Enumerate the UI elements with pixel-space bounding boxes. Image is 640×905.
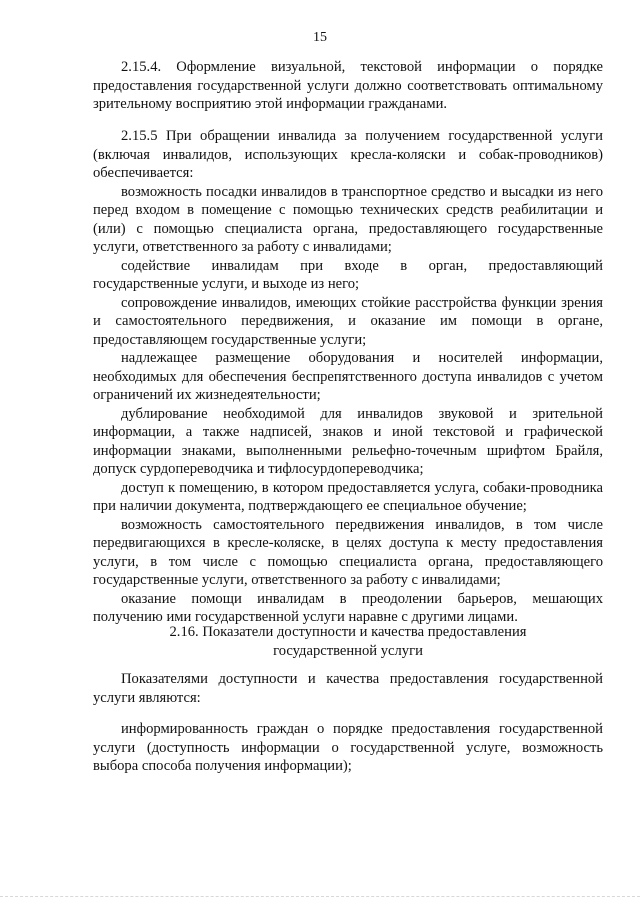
section-2-16-item-block xyxy=(93,720,603,776)
page-number: 15 xyxy=(313,30,327,45)
paragraph-2-15-4-block xyxy=(93,58,603,114)
section-heading-line2: государственной услуги xyxy=(273,642,423,659)
list-item: сопровождение инвалидов, имеющих стойкие расстройства функции зрения и самостоятельного передвижения, и оказание им помощи в органе, предоставляющем государственные услуги; xyxy=(93,294,603,348)
section-2-16-intro: Показателями доступности и качества предоставления государственной услуги являются: xyxy=(93,671,603,706)
section-2-16-intro-block xyxy=(93,670,603,707)
list-item: возможность самостоятельного передвижения инвалидов, в том числе передвигающихся в кресле-коляске, в целях доступа к месту предоставления услуги, в том числе с помощью специалиста органа, предоставляющего государственные услуги, ответственного за работу с инвалидами; xyxy=(93,516,603,588)
list-item: содействие инвалидам при входе в орган, предоставляющий государственные услуги, и выходе из него; xyxy=(93,257,603,292)
list-item: надлежащее размещение оборудования и носителей информации, необходимых для обеспечения беспрепятственного доступа инвалидов с учетом ограничений их жизнедеятельности; xyxy=(93,350,603,403)
paragraph-2-15-4: 2.15.4. Оформление визуальной, текстовой информации о порядке предоставления государственной услуги должно соответствовать оптимальному зрительному восприятию этой информации гражданами. xyxy=(93,59,603,112)
paragraph-2-15-5-intro: 2.15.5 При обращении инвалида за получением государственной услуги (включая инвалидов, использующих кресла-коляски и собак-проводников) обеспечивается: xyxy=(93,128,603,181)
list-item: возможность посадки инвалидов в транспортное средство и высадки из него перед входом в помещение с помощью технических средств реабилитации и (или) с помощью специалиста органа, предоставляющего государственные услуги, ответственного за работу с инвалидами; xyxy=(93,183,603,255)
list-item: дублирование необходимой для инвалидов звуковой и зрительной информации, а также надписей, знаков и иной текстовой и графической информации знаками, выполненными рельефно-точечным шрифтом Брайля, допуск сурдопереводчика и тифлосурдопереводчика; xyxy=(93,405,603,477)
section-heading-line1: 2.16. Показатели доступности и качества предоставления xyxy=(169,624,527,640)
paragraph-2-15-5-block xyxy=(93,127,603,627)
list-item: информированность граждан о порядке предоставления государственной услуги (доступность информации о государственной услуге, возможность выбора способа получения информации); xyxy=(93,721,603,774)
list-item: оказание помощи инвалидам в преодолении барьеров, мешающих получению ими государственной услуги наравне с другими лицами. xyxy=(93,590,603,625)
section-2-16-heading xyxy=(93,623,603,660)
scan-edge-divider xyxy=(0,896,640,899)
list-item: доступ к помещению, в котором предоставляется услуга, собаки-проводника при наличии документа, подтверждающего ее специальное обучение; xyxy=(93,479,603,514)
